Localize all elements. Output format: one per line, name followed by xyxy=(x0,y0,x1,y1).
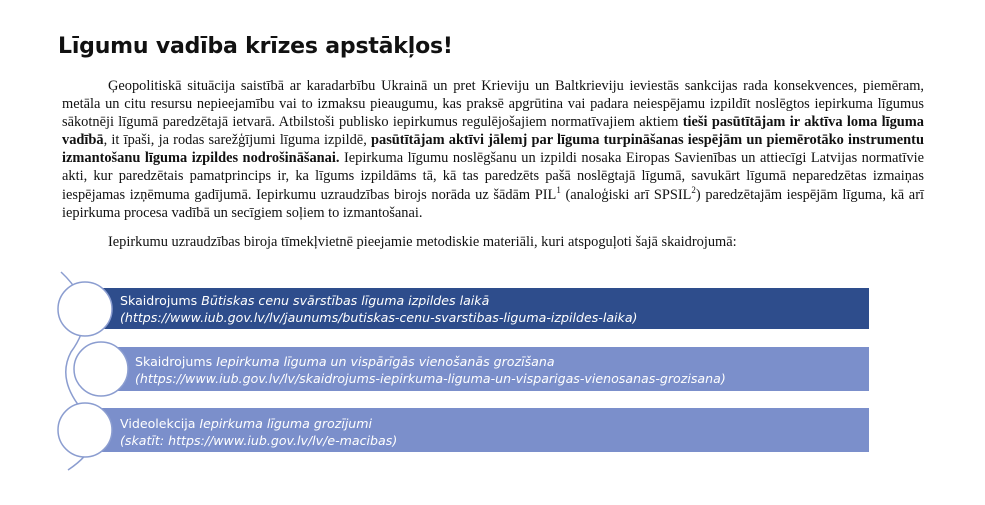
intro-text-4: (analoģiski arī SPSIL xyxy=(560,186,692,203)
resource-link[interactable]: (skatīt: https://www.iub.gov.lv/lv/e-macibas) xyxy=(120,433,398,448)
resource-link[interactable]: (https://www.iub.gov.lv/lv/skaidrojums-iepirkuma-liguma-un-visparigas-vienosanas-grozisana) xyxy=(135,371,726,386)
resource-link[interactable]: (https://www.iub.gov.lv/lv/jaunums/butiskas-cenu-svarstibas-liguma-izpildes-laika) xyxy=(120,310,638,325)
resource-prefix: Skaidrojums xyxy=(135,354,217,369)
intro-text-5: ) paredzētajām iespējām līguma, kā arī iepirkuma procesa vadībā un secīgiem soļiem to izmantošanai. xyxy=(62,186,924,221)
resource-prefix: Skaidrojums xyxy=(120,293,202,308)
resource-title: Iepirkuma līguma un vispārīgās vienošanās grozīšana xyxy=(216,354,555,369)
intro-text-1: Ģeopolitiskā situācija saistībā ar karadarbību Ukrainā un pret Krieviju un Baltkrieviju ieviestās sankcijas rada konsekvences, piemēram, metāla un citu resursu nepieejamību vai to izmaksu pieaugumu, kas praksē apgrūtina vai padara neiespējamu izpildīt noslēgtos iepirkuma līgumus sākotnēji līgumā paredzētajā ietvarā. Atbilstoši publisko iepirkumus regulējošajiem normatīvajiem aktiem xyxy=(62,78,924,131)
bullet-circle-2 xyxy=(74,342,128,396)
resource-title: Būtiskas cenu svārstības līguma izpildes laikā xyxy=(201,293,490,308)
resource-prefix: Videolekcija xyxy=(120,416,200,431)
footnote-ref-2[interactable]: 2 xyxy=(691,184,696,195)
resource-title: Iepirkuma līguma grozījumi xyxy=(199,416,373,431)
footnote-ref-1[interactable]: 1 xyxy=(556,184,561,195)
intro-bold-2: pasūtītājam aktīvi jālemj par līguma turpināšanas iespējām un piemērotāko instrumentu izmantošanu līguma izpildes nodrošināšanai. xyxy=(62,132,924,167)
materials-intro: Iepirkumu uzraudzības biroja tīmekļvietnē pieejamie metodiskie materiāli, kuri atspoguļoti šajā skaidrojumā: xyxy=(108,234,737,250)
bullet-circle-1 xyxy=(58,282,112,336)
intro-text-2: , it īpaši, ja rodas sarežģījumi līguma izpildē, xyxy=(103,132,371,149)
intro-bold-1: tieši pasūtītājam ir aktīva loma līguma vadībā xyxy=(62,114,924,149)
page-title: Līgumu vadība krīzes apstākļos! xyxy=(58,34,453,59)
bullet-circle-3 xyxy=(58,403,112,457)
intro-text-3: Iepirkuma līgumu noslēgšanu un izpildi nosaka Eiropas Savienības un attiecīgi Latvijas normatīvie akti, kur paredzētais pamatprincips ir, ka līgums izpildāms tā, kā tas paredzēts pašā noslēgtajā līgumā, savukārt līgumā neparedzētas izmaiņas iespējamas izņēmuma gadījumā. Iepirkumu uzraudzības birojs norāda uz šādām PIL xyxy=(62,150,924,203)
